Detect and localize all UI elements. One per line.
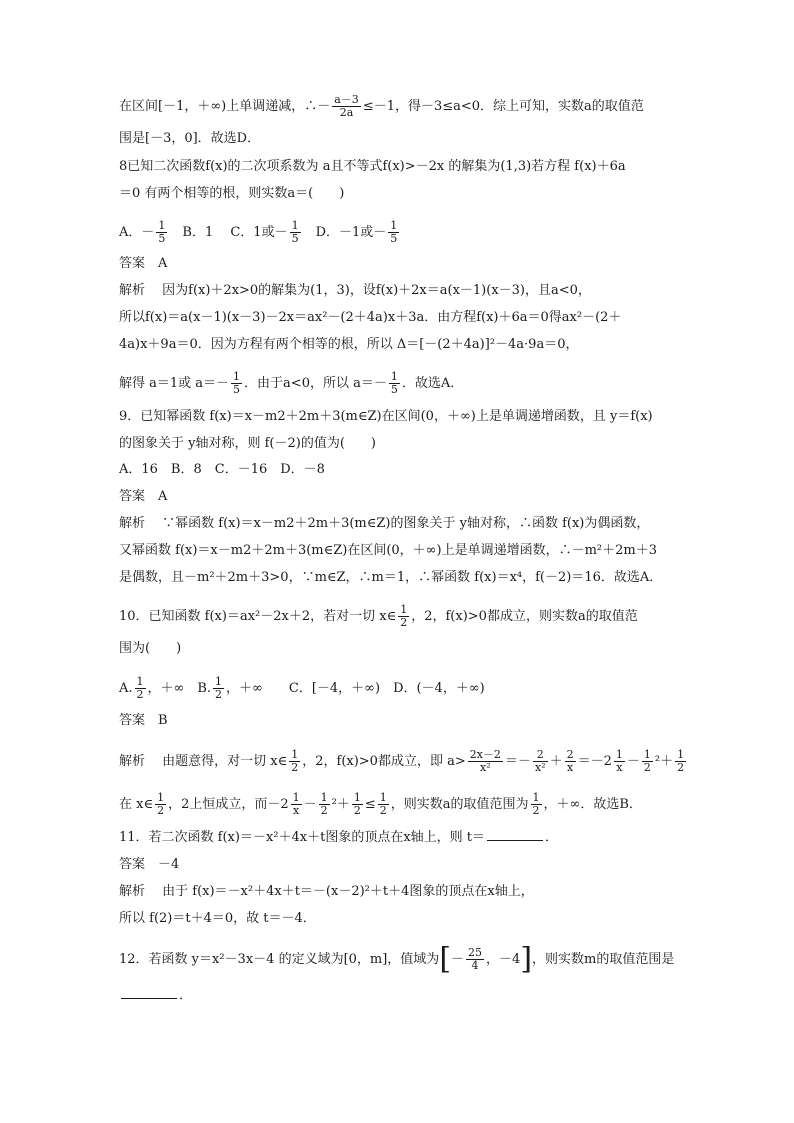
denominator: x: [293, 804, 300, 817]
numerator: 1: [390, 219, 398, 232]
text-run: 围为( ): [119, 641, 182, 656]
text-run: D．－1或－: [302, 225, 387, 240]
text-run: 4a)x＋9a＝0．因为方程有两个相等的根，所以 Δ＝[－(2＋4a)]²－4a·9a＝0，: [119, 337, 579, 352]
text-line: [119, 604, 699, 629]
denominator: 2: [532, 804, 540, 817]
numerator: 1: [643, 748, 651, 761]
text-run: 解析 因为f(x)＋2x>0的解集为(1，3)，设f(x)＋2x＝a(x－1)(x－3)，且a<0，: [119, 283, 591, 298]
text-line: [119, 460, 699, 480]
text-run: 解析 由于 f(x)＝－x²＋4x＋t＝－(x－2)²＋t＋4图象的顶点在x轴上，: [119, 884, 534, 899]
text-line: [119, 855, 699, 875]
numerator: 1: [353, 791, 361, 804]
text-run: ，－4: [486, 952, 521, 967]
numerator: 25: [468, 946, 483, 959]
text-run: 8已知二次函数f(x)的二次项系数为 a且不等式f(x)>－2x 的解集为(1,3)若方程 f(x)＋6a: [119, 159, 626, 174]
fraction: [352, 792, 363, 817]
text-run: 答案 A: [119, 489, 168, 504]
text-run: 解析 ∵幂函数 f(x)＝x－m2＋2m＋3(m∈Z)的图象关于 y轴对称，∴函数 f(x)为偶函数，: [119, 516, 650, 531]
fraction: [135, 676, 146, 701]
text-line: [119, 792, 699, 817]
fraction: [378, 792, 389, 817]
text-line: [119, 407, 699, 427]
text-run: 9．已知幂函数 f(x)＝x－m2＋2m＋3(m∈Z)在区间(0，＋∞)上是单调递增函数，且 y＝f(x): [119, 409, 653, 424]
fraction: [156, 220, 167, 245]
text-run: ＝0 有两个相等的根，则实数a＝( ): [119, 186, 345, 201]
text-line: [119, 184, 699, 204]
text-line: [119, 434, 699, 454]
text-line: [119, 541, 699, 561]
text-run: ，2，f(x)>0都成立，则实数a的取值范: [411, 609, 638, 624]
numerator: 1: [677, 748, 685, 761]
text-line: [119, 639, 699, 659]
text-run: －: [451, 952, 465, 967]
answer-blank: [487, 828, 543, 841]
denominator: 4: [471, 959, 479, 972]
numerator: 1: [233, 370, 241, 383]
text-run: ＋: [549, 754, 563, 769]
text-line: [119, 335, 699, 355]
numerator: 1: [532, 791, 540, 804]
text-run: 围是[－3，0]．故选D．: [119, 131, 261, 146]
text-run: 答案 B: [119, 713, 168, 728]
fraction: [675, 749, 686, 774]
numerator: 1: [215, 675, 223, 688]
text-run: ，＋∞ B.: [147, 681, 212, 696]
denominator: x: [566, 761, 574, 774]
numerator: 2x－2: [469, 748, 501, 761]
fraction: [533, 749, 548, 774]
text-run: A．－: [119, 225, 155, 240]
text-run: 10．已知函数 f(x)＝ax²－2x＋2，若对一切 x∈: [119, 609, 397, 624]
numerator: 1: [158, 219, 166, 232]
fraction: [231, 371, 242, 396]
denominator: 5: [233, 383, 241, 396]
text-run: A.: [119, 681, 133, 696]
text-line: [119, 711, 699, 731]
denominator: x²: [534, 761, 546, 774]
numerator: 2: [533, 749, 548, 762]
numerator: 2: [566, 748, 574, 761]
numerator: 1: [292, 791, 300, 804]
fraction: [332, 94, 361, 119]
denominator: 5: [390, 383, 398, 396]
text-line: [119, 94, 699, 119]
text-line: [119, 676, 699, 701]
fraction: [389, 371, 400, 396]
text-run: 又幂函数 f(x)＝x－m2＋2m＋3(m∈Z)在区间(0，＋∞)上是单调递增函数，∴－m²＋2m＋3: [119, 543, 657, 558]
numerator: 1: [291, 219, 299, 232]
fraction: [614, 749, 625, 774]
denominator: 2: [643, 761, 651, 774]
text-run: A．16 B．8 C．－16 D．－8: [119, 462, 325, 477]
bracket: [: [439, 941, 452, 977]
text-line: [119, 487, 699, 507]
text-line: [119, 986, 699, 1006]
text-run: 在 x∈: [119, 797, 154, 812]
fraction: [565, 749, 576, 774]
text-run: －: [303, 797, 317, 812]
text-run: B．1 C．1或－: [169, 225, 288, 240]
text-run: ，2，f(x)>0都成立，即 a>: [302, 754, 466, 769]
text-run: ＝－2: [577, 754, 612, 769]
denominator: 2: [215, 688, 223, 701]
fraction: [388, 220, 399, 245]
fraction: [290, 220, 301, 245]
fraction: [398, 604, 409, 629]
text-run: ≤: [364, 797, 376, 812]
text-line: [119, 254, 699, 274]
numerator: 1: [136, 675, 144, 688]
text-run: 的图象关于 y轴对称，则 f(－2)的值为( ): [119, 436, 376, 451]
text-line: [119, 220, 699, 245]
text-line: [119, 308, 699, 328]
text-line: [119, 371, 699, 396]
text-line: [119, 514, 699, 534]
numerator: 1: [615, 748, 623, 761]
text-line: [119, 828, 699, 848]
numerator: 1: [400, 603, 408, 616]
text-run: ＝－: [504, 754, 531, 769]
text-run: ．: [545, 830, 559, 845]
text-run: －: [626, 754, 640, 769]
text-run: ．由于a<0，所以 a＝－: [244, 376, 387, 391]
text-run: ，＋∞ C．[－4，＋∞) D．(－4，＋∞): [226, 681, 485, 696]
denominator: 2: [353, 804, 361, 817]
text-run: ，则实数a的取值范围为: [390, 797, 529, 812]
text-run: ≤－1，得－3≤a<0．综上可知，实数a的取值范: [362, 99, 644, 114]
denominator: 2: [291, 761, 299, 774]
denominator: 2a: [339, 106, 354, 119]
text-run: ，2上恒成立，而－2: [168, 797, 289, 812]
numerator: 1: [379, 791, 387, 804]
fraction: [466, 947, 484, 972]
denominator: 2: [379, 804, 387, 817]
text-run: 12．若函数 y＝x²－3x－4 的定义域为[0，m]，值域为: [119, 952, 440, 967]
denominator: x²: [480, 761, 491, 774]
text-line: [119, 281, 699, 301]
fraction: [213, 676, 224, 701]
numerator: 1: [390, 370, 398, 383]
text-run: 答案 A: [119, 256, 168, 271]
text-run: 所以 f(2)＝t＋4＝0，故 t＝－4．: [119, 911, 316, 926]
numerator: 1: [291, 748, 299, 761]
text-line: [119, 129, 699, 149]
text-run: ．: [179, 988, 193, 1003]
answer-blank: [121, 986, 177, 999]
text-run: ．故选A．: [401, 376, 464, 391]
numerator: 1: [320, 791, 328, 804]
denominator: 2: [400, 616, 408, 629]
denominator: 5: [291, 232, 299, 245]
denominator: 2: [157, 804, 165, 817]
text-line: [119, 568, 699, 588]
fraction: [531, 792, 542, 817]
numerator: a－3: [334, 93, 359, 106]
text-line: [119, 749, 699, 774]
text-run: ²＋: [654, 754, 674, 769]
text-run: 解得 a＝1或 a＝－: [119, 376, 230, 391]
text-run: 11．若二次函数 f(x)＝－x²＋4x＋t图象的顶点在x轴上，则 t＝: [119, 830, 486, 845]
denominator: 2: [320, 804, 328, 817]
text-run: 解析 由题意得，对一切 x∈: [119, 754, 288, 769]
fraction: [468, 749, 503, 774]
fraction: [642, 749, 653, 774]
text-run: 在区间[－1，＋∞)上单调递减，∴－: [119, 99, 331, 114]
text-line: [119, 909, 699, 929]
text-line: [119, 882, 699, 902]
text-run: ²＋: [331, 797, 350, 812]
denominator: 2: [136, 688, 144, 701]
text-line: [119, 941, 699, 977]
fraction: [289, 749, 300, 774]
fraction: [155, 792, 166, 817]
bracket: ]: [520, 941, 533, 977]
denominator: 2: [677, 761, 685, 774]
text-run: 答案 －4: [119, 857, 180, 872]
text-run: ，则实数m的取值范围是: [532, 952, 675, 967]
fraction: [319, 792, 330, 817]
text-run: 所以f(x)＝a(x－1)(x－3)－2x＝ax²－(2＋4a)x＋3a．由方程f(x)＋6a＝0得ax²－(2＋: [119, 310, 622, 325]
denominator: x: [616, 761, 623, 774]
fraction: [291, 792, 302, 817]
text-run: ，＋∞．故选B．: [543, 797, 642, 812]
denominator: 5: [390, 232, 398, 245]
numerator: 1: [157, 791, 165, 804]
denominator: 5: [158, 232, 166, 245]
text-run: 是偶数，且－m²＋2m＋3>0，∵m∈Z，∴m＝1，∴幂函数 f(x)＝x⁴，f(－2)＝16．故选A．: [119, 570, 663, 585]
text-line: [119, 157, 699, 177]
